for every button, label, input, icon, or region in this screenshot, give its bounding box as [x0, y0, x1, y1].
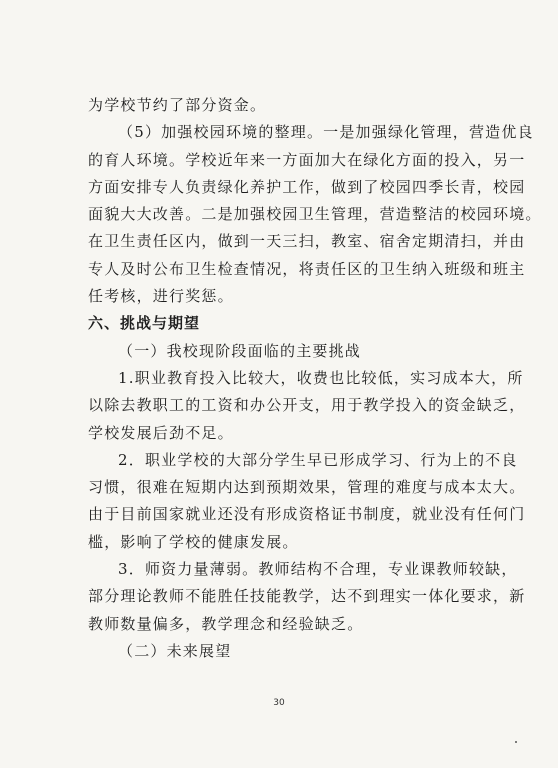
text-line: 教师数量偏多，教学理念和经验缺乏。 [88, 614, 364, 633]
section-heading: 六、挑战与期望 [88, 314, 201, 333]
text-line: （5）加强校园环境的整理。一是加强绿化管理，营造优良 [118, 123, 534, 142]
text-line: 任考核，进行奖惩。 [88, 287, 234, 306]
text-line: 部分理论教师不能胜任技能教学，达不到理实一体化要求，新 [88, 587, 526, 606]
text-line: 习惯，很难在短期内达到预期效果，管理的难度与成本太大。 [88, 478, 526, 497]
text-line: 学校发展后劲不足。 [88, 423, 234, 442]
subsection-heading: （二）未来展望 [118, 641, 232, 660]
page-number: 30 [273, 698, 285, 708]
text-line: 为学校节约了部分资金。 [88, 96, 267, 114]
text-line: 方面安排专人负责绿化养护工作，做到了校园四季长青，校园 [88, 177, 526, 196]
text-line: 由于目前国家就业还没有形成资格证书制度，就业没有任何门 [88, 505, 526, 524]
text-line: 2．职业学校的大部分学生早已形成学习、行为上的不良 [118, 450, 518, 469]
text-line: 专人及时公布卫生检查情况，将责任区的卫生纳入班级和班主 [88, 259, 526, 278]
body-text [88, 92, 542, 665]
subsection-heading: （一）我校现阶段面临的主要挑战 [118, 341, 362, 360]
scan-speck [515, 741, 517, 743]
text-line: 在卫生责任区内，做到一天三扫，教室、宿舍定期清扫，并由 [88, 232, 526, 251]
text-line: 以除去教职工的工资和办公开支，用于教学投入的资金缺乏， [88, 396, 526, 415]
text-line: 面貌大大改善。二是加强校园卫生管理，营造整洁的校园环境。 [88, 205, 542, 224]
text-line: 1.职业教育投入比较大，收费也比较低，实习成本大，所 [118, 368, 524, 387]
text-line: 槛，影响了学校的健康发展。 [88, 532, 299, 551]
text-line: 的育人环境。学校近年来一方面加大在绿化方面的投入，另一 [88, 150, 526, 169]
text-line: 3．师资力量薄弱。教师结构不合理，专业课教师较缺， [118, 560, 518, 579]
